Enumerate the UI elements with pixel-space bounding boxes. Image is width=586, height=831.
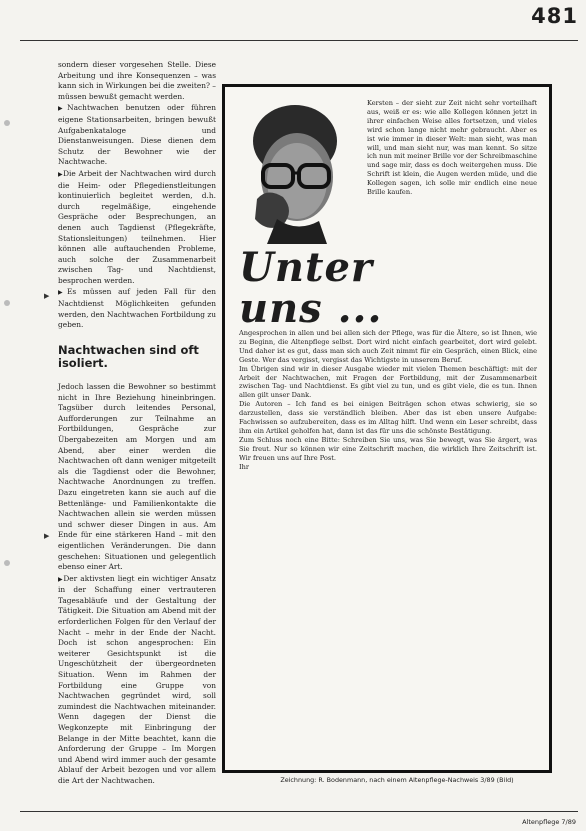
paragraph: Kersten – der sieht zur Zeit nicht sehr vorteilhaft aus, weiß er es: wie alle Kollegen können jetzt in ihrer einfachen Weise alles fortsetzen, und vieles wird schon lange nicht mehr gebraucht. Aber es ist wie immer in dieser Welt: man sieht, was man will, und man sieht nur, was man kennt. So sitze ich nun mit meiner Brille vor der Schreibmaschine und sage mir, dass es doch weitergehen muss. Die Schrift ist klein, die Augen werden müde, und die Kollegen sagen, ich solle mir endlich eine neue Brille kaufen. xyxy=(367,99,537,197)
title-line: Unter xyxy=(239,244,373,291)
paragraph: Angesprochen in allen und bei allen sich der Pflege, was für die Ältere, so ist Ihnen, wie zu Beginn, die Altenpflege selbst. Dort wird nicht einfach gearbeitet, dort wird gelebt. Und daher ist es gut, dass man sich auch Zeit nimmt für ein Gespräch, einen Blick, eine Geste. Wer das vergisst, vergisst das Wichtigste in unserem Beruf. xyxy=(239,329,537,364)
punch-hole xyxy=(4,560,10,566)
subhead-line: Nachtwachen sind oft xyxy=(58,343,199,357)
paragraph: Jedoch lassen die Bewohner so bestimmt nicht in Ihre Beziehung hineinbringen. Tagsüber durch leitendes Personal, Aufforderungen zur Teilnahme an Fortbildungen, Gespräche zur Übergabezeiten am Morgen und am Abend, aber einer werden die Nachtwachen oft dann weniger mitgeteilt als die Tagdienst oder die Bewohner, Nachtwache Anordnungen zu treffen. Dazu eingetreten kann sie auch auf die Bettenlänge- und Familienkontakte die Nachtwachen allein sie werden müssen und schwer dieser Dingen in aus. Am Ende für eine stärkeren Hand – mit den eigentlichen Veränderungen. Die dann geschehen: Situationen und gelegentlich ebenso einer Art. xyxy=(58,382,216,572)
bullet-paragraph: ▶ Der aktivsten liegt ein wichtiger Ansatz in der Schaffung einer vertrauteren Tagesabläufe und der Gestaltung der Tätigkeit. Die Situation am Abend mit der erforderlichen Folgen für den Verlauf der Nacht – mehr in der Ende der Nacht. Doch ist schon angesprochen: Ein weiterer Gesichtspunkt ist die Ungeschützheit der übergeordneten Situation. Wenn im Rahmen der Fortbildung eine Gruppe von Nachtwachen gegründet wird, soll zumindest die Nachtwachen miteinander. Wenn dagegen der Dienst die Wegkonzepte mit Einbringung der Belange in der Mitte beachtet, kann die Anforderung der Gruppe – Im Morgen und Abend wird immer auch der gesamte Ablauf der Arbeit bezogen und vor allem die Art der Nachtwachen. xyxy=(58,574,216,787)
left-column-text-continued xyxy=(58,382,216,788)
margin-mark: ▶ xyxy=(44,532,50,540)
box-intro-text xyxy=(367,99,537,197)
margin-mark: ▶ xyxy=(44,292,50,300)
bullet-paragraph: ▶ Die Arbeit der Nachtwachen wird durch die Heim- oder Pflegedienstleitungen kontinuierlich begleitet werden, d.h. durch regelmäßige, eingehende Gespräche oder Besprechungen, an denen auch Tagdienst (Pflegekräfte, Stationsleitungen) teilnehmen. Hier können alle auftauchenden Probleme, auch solche der Zusammenarbeit zwischen Tag- und Nachtdienst, besprochen werden. xyxy=(58,169,216,287)
bullet-paragraph: ▶ Es müssen auf jeden Fall für den Nachtdienst Möglichkeiten gefunden werden, den Nachtwachen Fortbildung zu geben. xyxy=(58,287,216,330)
title-line: uns ... xyxy=(239,285,383,332)
punch-hole xyxy=(4,300,10,306)
paragraph: sondern dieser vorgesehen Stelle. Diese Arbeitung und ihre Konsequenzen – was kann sich in Wirkungen bei die zweiten? – müssen bewußt gemacht werden. xyxy=(58,60,216,101)
paragraph: Zum Schluss noch eine Bitte: Schreiben Sie uns, was Sie bewegt, was Sie ärgert, was Sie freut. Nur so können wir eine Zeitschrift machen, die wirklich Ihre Zeitschrift ist. Wir freuen uns auf Ihre Post. xyxy=(239,435,537,462)
top-rule xyxy=(20,40,578,41)
box-body-text xyxy=(239,329,537,472)
section-subhead xyxy=(58,344,218,370)
illustration-credit: Zeichnung: R. Bodenmann, nach einem Altenpflege-Nachweis 3/89 (Bild) xyxy=(280,776,514,784)
paragraph: Die Autoren – Ich fand es bei einigen Beiträgen schon etwas schwierig, sie so darzustellen, dass sie verständlich bleiben. Aber das ist eben unsere Aufgabe: Fachwissen so aufzubereiten, dass es im Alltag hilft. Und wenn ein Leser schreibt, dass ihm ein Artikel geholfen hat, dann ist das für uns die schönste Bestätigung. xyxy=(239,400,537,435)
source-footer: Altenpflege 7/89 xyxy=(522,818,576,826)
left-column-text xyxy=(58,60,216,332)
bullet-paragraph: ▶ Nachtwachen benutzen oder führen eigene Stationsarbeiten, bringen bewußt Aufgabenkataloge und Dienstanweisungen. Diese dienen dem Schutz der Bewohner wie der Nachtwache. xyxy=(58,103,216,168)
box-title xyxy=(239,244,383,332)
signature: Ihr xyxy=(239,462,250,471)
editorial-box xyxy=(222,84,552,773)
punch-hole xyxy=(4,120,10,126)
paragraph: Im Übrigen sind wir in dieser Ausgabe wieder mit vielen Themen beschäftigt: mit der Arbeit der Nachtwachen, mit Fragen der Fortbildung, mit der Zusammenarbeit zwischen Tag- und Nachtdienst. Es gibt viel zu tun, und es gibt viele, die es tun. Ihnen allen gilt unser Dank. xyxy=(239,364,537,400)
page-number: 481 xyxy=(531,4,578,28)
subhead-line: isoliert. xyxy=(58,356,108,370)
bottom-rule xyxy=(20,811,578,812)
editor-photo xyxy=(237,99,343,244)
